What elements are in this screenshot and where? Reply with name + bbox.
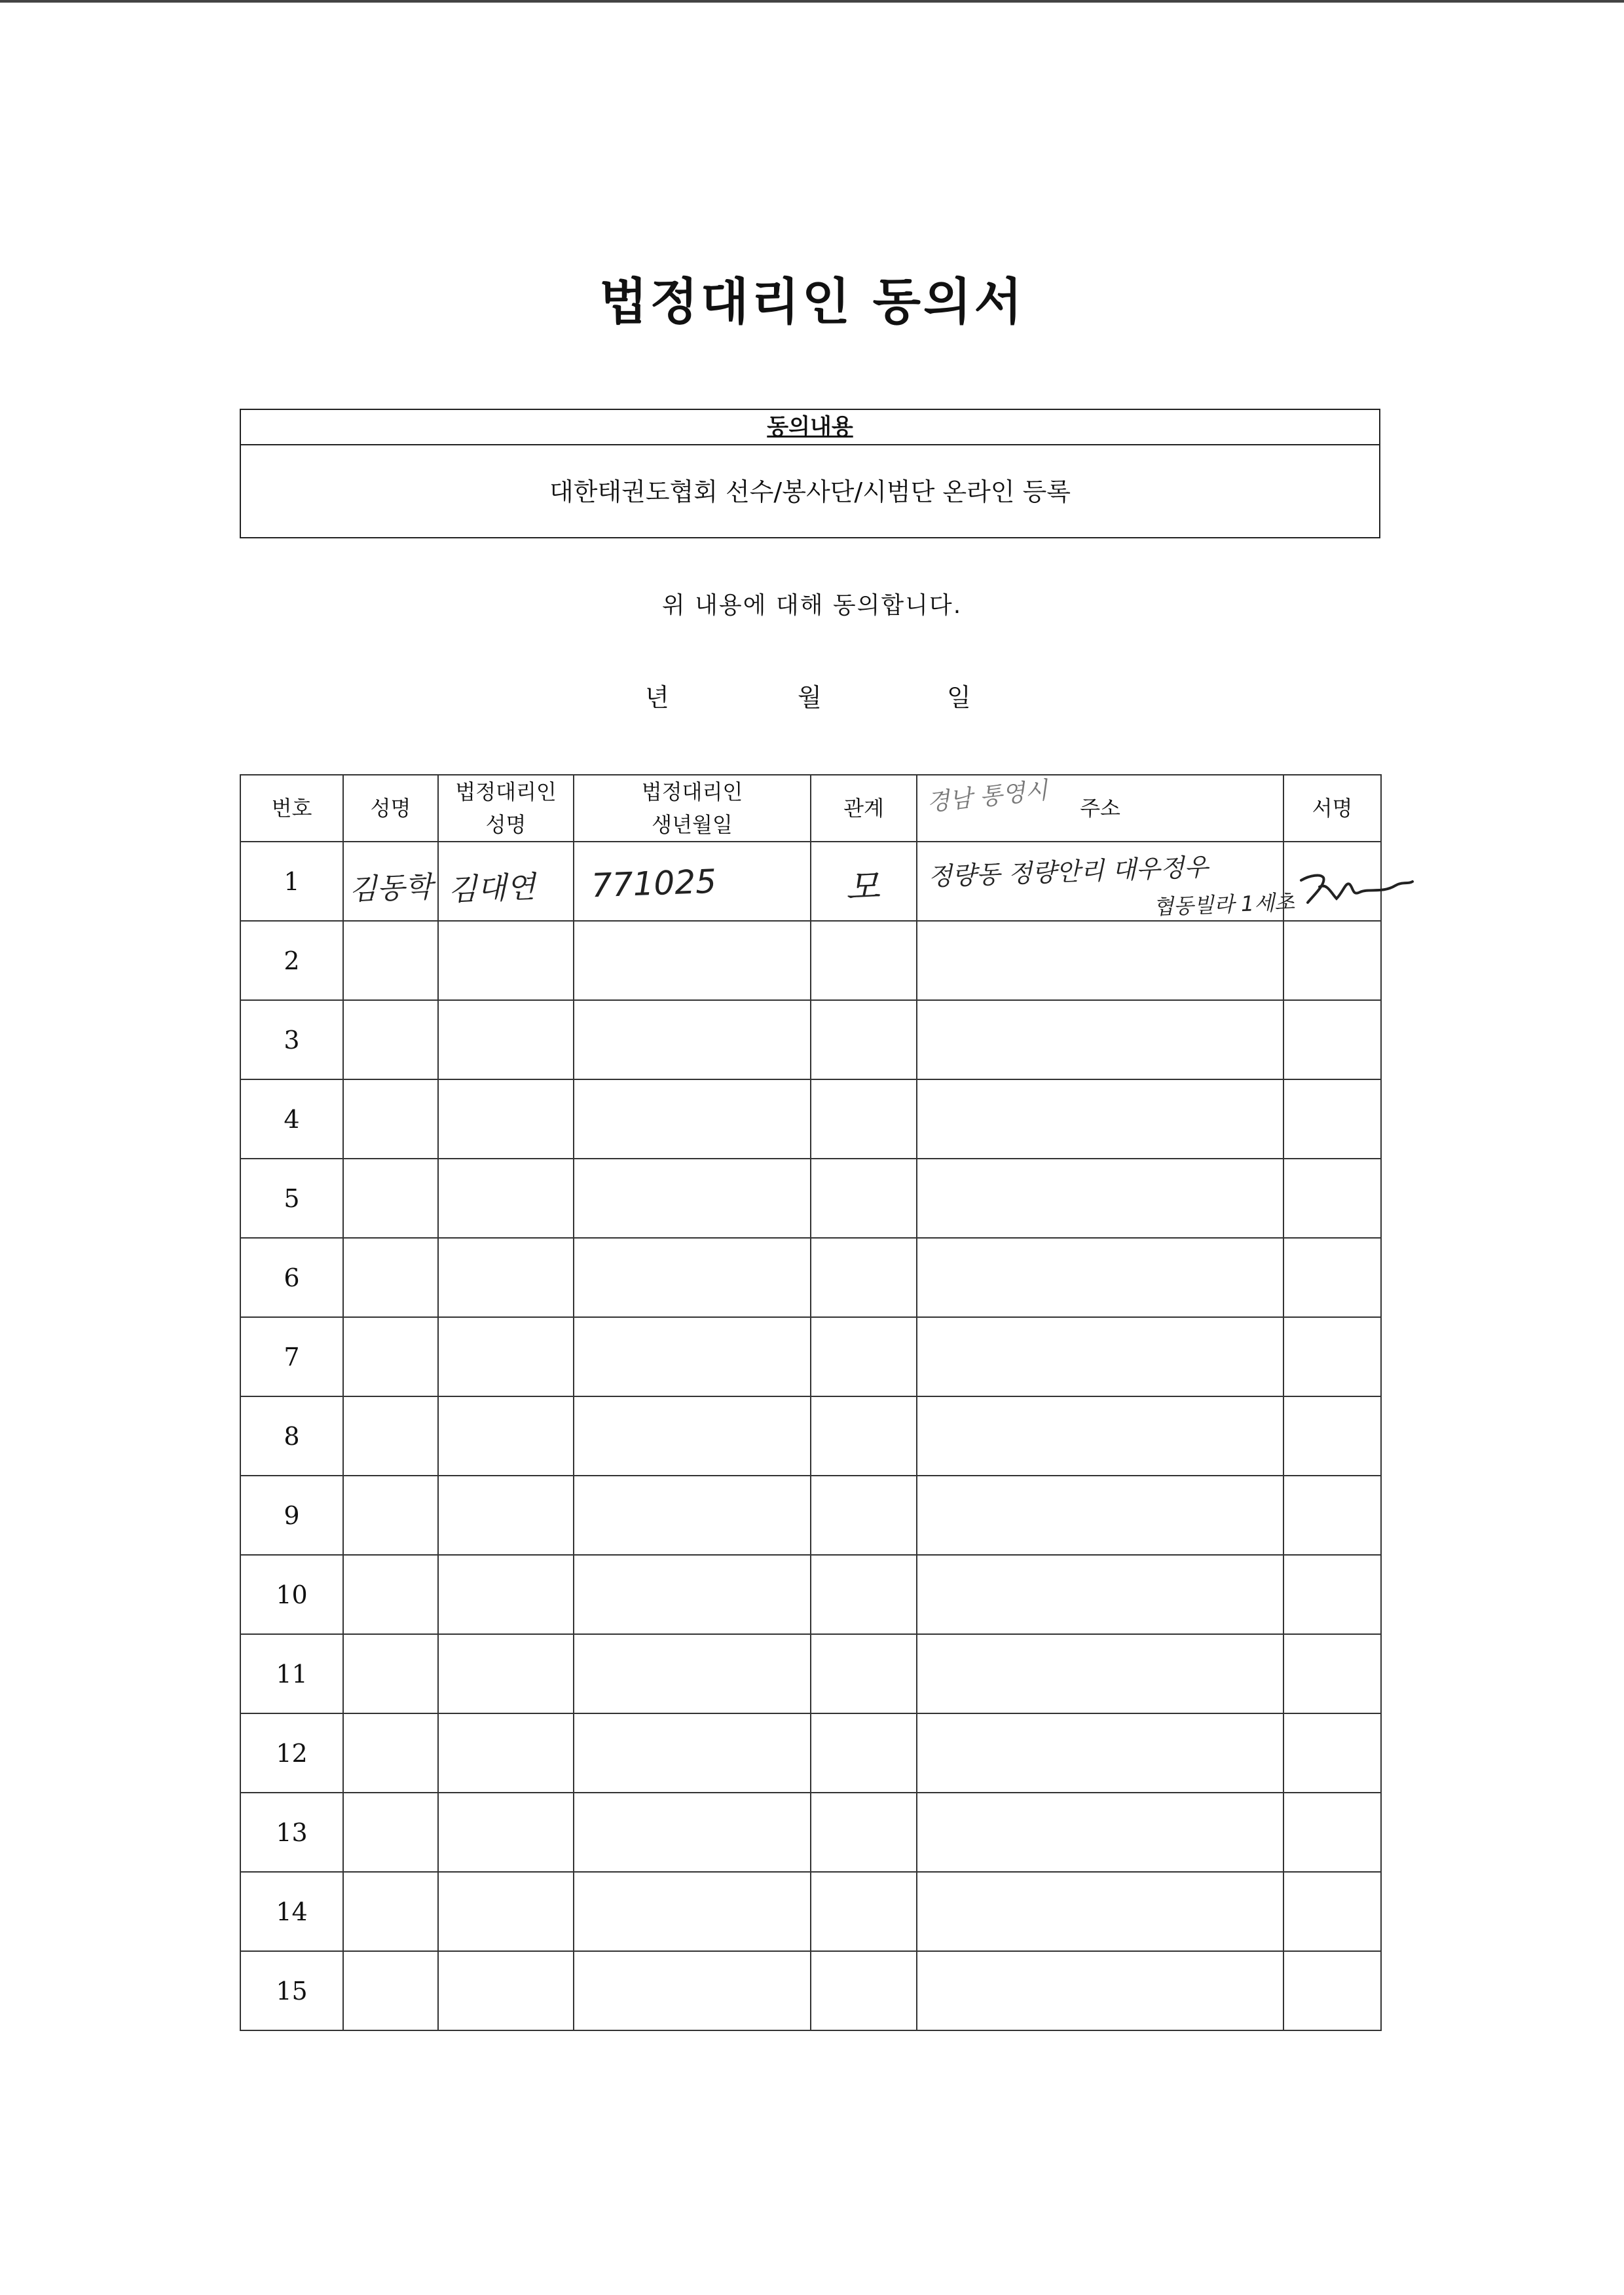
- relation-cell: [811, 1396, 917, 1476]
- table-row: [240, 1793, 1381, 1872]
- student-name-cell: [343, 842, 438, 921]
- address-cell: [917, 1793, 1283, 1872]
- guardian-name-cell: [438, 1476, 574, 1555]
- row-number: 5: [240, 1159, 343, 1238]
- header-guardian-name: [438, 775, 574, 842]
- header-relation-label: 관계: [843, 796, 884, 821]
- guardian-birth-cell: [574, 1317, 811, 1396]
- guardian-birth-cell: [574, 1713, 811, 1793]
- address-pencil-note: 경남 통영시: [925, 777, 1049, 817]
- date-year-label: 년: [645, 683, 669, 712]
- student-name-cell: [343, 1238, 438, 1317]
- row-number: 6: [240, 1238, 343, 1317]
- guardian-name-cell: [438, 1634, 574, 1713]
- student-name-cell: [343, 1872, 438, 1951]
- guardian-birth-cell: [574, 1872, 811, 1951]
- header-address-label: 주소: [1080, 796, 1120, 821]
- table-row: [240, 1713, 1381, 1793]
- consent-header-label: 동의내용: [767, 414, 853, 440]
- guardian-name-cell: [438, 1713, 574, 1793]
- student-name-cell: [343, 1713, 438, 1793]
- guardian-birth-cell: [574, 1079, 811, 1159]
- student-name-cell: [343, 1317, 438, 1396]
- relation-cell: [811, 1238, 917, 1317]
- table-row: [240, 1872, 1381, 1951]
- student-name-cell: [343, 1159, 438, 1238]
- address-cell: [917, 1872, 1283, 1951]
- signature-cell: [1283, 1079, 1381, 1159]
- row-number: 11: [240, 1634, 343, 1713]
- guardian-name-cell: [438, 1951, 574, 2030]
- signature-cell: [1283, 1555, 1381, 1634]
- signature-cell: [1283, 1713, 1381, 1793]
- signature-cell: [1283, 1396, 1381, 1476]
- relation-cell: [811, 1555, 917, 1634]
- header-number: [240, 775, 343, 842]
- table-row: [240, 1159, 1381, 1238]
- signature-cell: [1283, 1317, 1381, 1396]
- header-relation: [811, 775, 917, 842]
- table-row: [240, 1951, 1381, 2030]
- guardian-birth-cell: [574, 1634, 811, 1713]
- guardian-name-cell: [438, 1159, 574, 1238]
- row-number: 2: [240, 921, 343, 1000]
- table-row: [240, 1476, 1381, 1555]
- relation-cell: [811, 1951, 917, 2030]
- address-cell: [917, 1476, 1283, 1555]
- consent-content-box: [240, 409, 1380, 538]
- signature-cell: [1283, 921, 1381, 1000]
- row-number: 14: [240, 1872, 343, 1951]
- student-name-cell: [343, 1476, 438, 1555]
- row-number: 12: [240, 1713, 343, 1793]
- student-name-cell: [343, 1396, 438, 1476]
- address-handwritten-line1: 정량동 정량안리 대우정우: [927, 852, 1209, 891]
- guardian-name-cell: [438, 1555, 574, 1634]
- guardian-birth-cell: [574, 1000, 811, 1079]
- relation-cell: [811, 1713, 917, 1793]
- relation-cell: [811, 1317, 917, 1396]
- table-row: [240, 1634, 1381, 1713]
- address-cell: [917, 1713, 1283, 1793]
- header-signature-label: 서명: [1312, 796, 1353, 821]
- scan-top-edge: [0, 0, 1624, 3]
- header-guardian-birth-line2: 생년월일: [652, 812, 733, 837]
- guardian-birth-cell: [574, 1159, 811, 1238]
- header-guardian-name-line1: 법정대리인: [455, 779, 557, 804]
- student-name-cell: [343, 921, 438, 1000]
- handwritten-signature: [1297, 855, 1415, 914]
- address-cell: [917, 1317, 1283, 1396]
- signature-cell: [1283, 1793, 1381, 1872]
- relation-cell: [811, 1634, 917, 1713]
- guardian-name-cell: [438, 1317, 574, 1396]
- guardian-name-cell: [438, 1396, 574, 1476]
- table-header-row: [240, 775, 1381, 842]
- row-number: 8: [240, 1396, 343, 1476]
- table-row: [240, 842, 1381, 921]
- document-title: 법정대리인 동의서: [599, 272, 1025, 331]
- header-guardian-birth: [574, 775, 811, 842]
- relation-cell: [811, 1159, 917, 1238]
- student-name-cell: [343, 1000, 438, 1079]
- consent-text: 대한태권도협회 선수/봉사단/시범단 온라인 등록: [549, 477, 1071, 506]
- guardian-name-cell: [438, 1238, 574, 1317]
- guardian-birth-handwritten: 771025: [591, 862, 717, 905]
- table-row: [240, 1000, 1381, 1079]
- registration-table: [240, 774, 1382, 2031]
- signature-cell: [1283, 842, 1381, 921]
- signature-cell: [1283, 1872, 1381, 1951]
- row-number: 1: [240, 842, 343, 921]
- guardian-name-cell: [438, 1793, 574, 1872]
- date-day-label: 일: [947, 683, 971, 712]
- guardian-name-cell: [438, 1000, 574, 1079]
- address-cell: [917, 1000, 1283, 1079]
- guardian-birth-cell: [574, 1951, 811, 2030]
- signature-cell: [1283, 1159, 1381, 1238]
- guardian-name-cell: [438, 1872, 574, 1951]
- table-row: [240, 1555, 1381, 1634]
- address-cell: [917, 1951, 1283, 2030]
- guardian-birth-cell: [574, 1396, 811, 1476]
- row-number: 15: [240, 1951, 343, 2030]
- header-address: [917, 775, 1283, 842]
- address-cell: [917, 1555, 1283, 1634]
- header-name: [343, 775, 438, 842]
- signature-cell: [1283, 1634, 1381, 1713]
- header-number-label: 번호: [271, 796, 312, 821]
- signature-cell: [1283, 1000, 1381, 1079]
- relation-cell: [811, 1000, 917, 1079]
- student-name-cell: [343, 1793, 438, 1872]
- address-cell: [917, 1159, 1283, 1238]
- address-cell: [917, 1238, 1283, 1317]
- relation-handwritten: 모: [845, 866, 881, 908]
- table-row: [240, 1396, 1381, 1476]
- relation-cell: [811, 921, 917, 1000]
- student-name-cell: [343, 1555, 438, 1634]
- address-cell: [917, 1396, 1283, 1476]
- address-cell: [917, 1079, 1283, 1159]
- header-guardian-birth-line1: 법정대리인: [641, 779, 743, 804]
- row-number: 13: [240, 1793, 343, 1872]
- guardian-birth-cell: [574, 921, 811, 1000]
- table-body: [240, 842, 1381, 2030]
- student-name-cell: [343, 1951, 438, 2030]
- address-handwritten-line2: 협동빌라 1세초: [1153, 889, 1295, 920]
- row-number: 10: [240, 1555, 343, 1634]
- header-guardian-name-line2: 성명: [485, 812, 526, 837]
- guardian-name-cell: [438, 842, 574, 921]
- signature-cell: [1283, 1238, 1381, 1317]
- guardian-birth-cell: [574, 1476, 811, 1555]
- header-name-label: 성명: [370, 796, 411, 821]
- table-row: [240, 1238, 1381, 1317]
- signature-cell: [1283, 1476, 1381, 1555]
- consent-header: [241, 410, 1379, 445]
- relation-cell: [811, 1793, 917, 1872]
- row-number: 9: [240, 1476, 343, 1555]
- relation-cell: [811, 1476, 917, 1555]
- guardian-name-cell: [438, 921, 574, 1000]
- student-name-handwritten: 김동학: [348, 870, 434, 907]
- row-number: 7: [240, 1317, 343, 1396]
- guardian-name-cell: [438, 1079, 574, 1159]
- relation-cell: [811, 1872, 917, 1951]
- guardian-birth-cell: [574, 1238, 811, 1317]
- table-row: [240, 921, 1381, 1000]
- header-signature: [1283, 775, 1381, 842]
- relation-cell: [811, 842, 917, 921]
- guardian-name-handwritten: 김대연: [447, 868, 536, 908]
- signature-cell: [1283, 1951, 1381, 2030]
- address-cell: [917, 842, 1295, 921]
- row-number: 4: [240, 1079, 343, 1159]
- agreement-statement: 위 내용에 대해 동의합니다.: [661, 592, 963, 619]
- student-name-cell: [343, 1079, 438, 1159]
- address-cell: [917, 1634, 1283, 1713]
- guardian-birth-cell: [574, 1555, 811, 1634]
- date-month-label: 월: [798, 683, 822, 712]
- table-row: [240, 1079, 1381, 1159]
- address-cell: [917, 921, 1283, 1000]
- student-name-cell: [343, 1634, 438, 1713]
- guardian-birth-cell: [574, 842, 811, 921]
- row-number: 3: [240, 1000, 343, 1079]
- relation-cell: [811, 1079, 917, 1159]
- table-row: [240, 1317, 1381, 1396]
- guardian-birth-cell: [574, 1793, 811, 1872]
